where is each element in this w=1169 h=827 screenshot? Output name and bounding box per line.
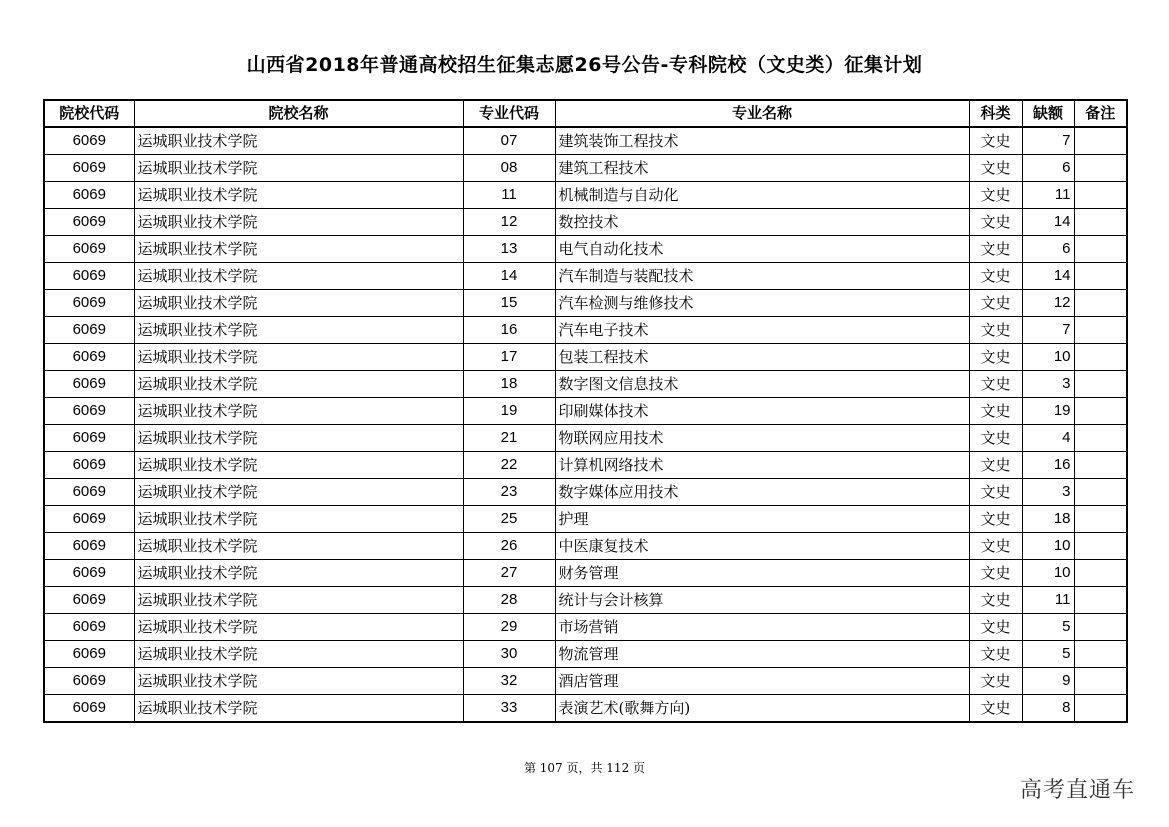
cell-major-name: 数字媒体应用技术 bbox=[555, 479, 969, 506]
cell-note bbox=[1074, 479, 1127, 506]
cell-school-name: 运城职业技术学院 bbox=[134, 479, 463, 506]
cell-school-code: 6069 bbox=[44, 371, 134, 398]
enrollment-plan-table bbox=[43, 99, 1128, 723]
cell-school-code: 6069 bbox=[44, 452, 134, 479]
cell-school-name: 运城职业技术学院 bbox=[134, 641, 463, 668]
table-row bbox=[44, 236, 1127, 263]
table-row bbox=[44, 560, 1127, 587]
table-row bbox=[44, 641, 1127, 668]
cell-vacancy: 11 bbox=[1022, 587, 1074, 614]
cell-category: 文史 bbox=[969, 425, 1022, 452]
cell-vacancy: 16 bbox=[1022, 452, 1074, 479]
cell-school-name: 运城职业技术学院 bbox=[134, 452, 463, 479]
cell-major-name: 护理 bbox=[555, 506, 969, 533]
cell-major-code: 29 bbox=[463, 614, 555, 641]
cell-school-name: 运城职业技术学院 bbox=[134, 263, 463, 290]
cell-major-code: 11 bbox=[463, 182, 555, 209]
cell-vacancy: 19 bbox=[1022, 398, 1074, 425]
cell-major-code: 12 bbox=[463, 209, 555, 236]
table-row bbox=[44, 452, 1127, 479]
cell-school-name: 运城职业技术学院 bbox=[134, 236, 463, 263]
cell-school-code: 6069 bbox=[44, 425, 134, 452]
cell-school-code: 6069 bbox=[44, 641, 134, 668]
cell-school-name: 运城职业技术学院 bbox=[134, 155, 463, 182]
cell-note bbox=[1074, 533, 1127, 560]
table-row bbox=[44, 182, 1127, 209]
watermark-logo: 高考直通车 bbox=[1020, 778, 1136, 803]
cell-school-code: 6069 bbox=[44, 587, 134, 614]
cell-major-code: 33 bbox=[463, 695, 555, 723]
cell-major-code: 07 bbox=[463, 127, 555, 155]
cell-category: 文史 bbox=[969, 127, 1022, 155]
cell-vacancy: 5 bbox=[1022, 614, 1074, 641]
cell-vacancy: 11 bbox=[1022, 182, 1074, 209]
cell-vacancy: 18 bbox=[1022, 506, 1074, 533]
cell-note bbox=[1074, 371, 1127, 398]
cell-school-code: 6069 bbox=[44, 155, 134, 182]
cell-school-name: 运城职业技术学院 bbox=[134, 290, 463, 317]
cell-category: 文史 bbox=[969, 398, 1022, 425]
cell-note bbox=[1074, 127, 1127, 155]
cell-major-code: 14 bbox=[463, 263, 555, 290]
cell-major-code: 27 bbox=[463, 560, 555, 587]
cell-vacancy: 14 bbox=[1022, 263, 1074, 290]
table-row bbox=[44, 344, 1127, 371]
table-row bbox=[44, 155, 1127, 182]
cell-vacancy: 9 bbox=[1022, 668, 1074, 695]
table-row bbox=[44, 371, 1127, 398]
cell-school-name: 运城职业技术学院 bbox=[134, 506, 463, 533]
cell-note bbox=[1074, 398, 1127, 425]
cell-major-name: 汽车检测与维修技术 bbox=[555, 290, 969, 317]
cell-school-name: 运城职业技术学院 bbox=[134, 533, 463, 560]
cell-category: 文史 bbox=[969, 587, 1022, 614]
cell-major-name: 中医康复技术 bbox=[555, 533, 969, 560]
cell-major-code: 30 bbox=[463, 641, 555, 668]
cell-major-code: 21 bbox=[463, 425, 555, 452]
cell-school-code: 6069 bbox=[44, 560, 134, 587]
table-row bbox=[44, 479, 1127, 506]
cell-major-name: 电气自动化技术 bbox=[555, 236, 969, 263]
cell-note bbox=[1074, 668, 1127, 695]
cell-school-name: 运城职业技术学院 bbox=[134, 182, 463, 209]
table-row bbox=[44, 209, 1127, 236]
cell-major-name: 数字图文信息技术 bbox=[555, 371, 969, 398]
cell-school-name: 运城职业技术学院 bbox=[134, 317, 463, 344]
cell-category: 文史 bbox=[969, 479, 1022, 506]
cell-note bbox=[1074, 290, 1127, 317]
header-vacancy: 缺额 bbox=[1022, 100, 1074, 127]
cell-vacancy: 5 bbox=[1022, 641, 1074, 668]
cell-major-code: 18 bbox=[463, 371, 555, 398]
cell-note bbox=[1074, 425, 1127, 452]
cell-category: 文史 bbox=[969, 533, 1022, 560]
cell-major-name: 建筑装饰工程技术 bbox=[555, 127, 969, 155]
cell-note bbox=[1074, 236, 1127, 263]
cell-major-name: 汽车制造与装配技术 bbox=[555, 263, 969, 290]
cell-note bbox=[1074, 317, 1127, 344]
cell-major-name: 统计与会计核算 bbox=[555, 587, 969, 614]
cell-vacancy: 6 bbox=[1022, 236, 1074, 263]
cell-school-code: 6069 bbox=[44, 695, 134, 723]
cell-category: 文史 bbox=[969, 155, 1022, 182]
cell-school-code: 6069 bbox=[44, 398, 134, 425]
header-category: 科类 bbox=[969, 100, 1022, 127]
cell-major-code: 26 bbox=[463, 533, 555, 560]
cell-school-name: 运城职业技术学院 bbox=[134, 695, 463, 723]
cell-vacancy: 10 bbox=[1022, 560, 1074, 587]
cell-vacancy: 8 bbox=[1022, 695, 1074, 723]
page-title: 山西省2018年普通高校招生征集志愿26号公告-专科院校（文史类）征集计划 bbox=[246, 54, 923, 76]
cell-note bbox=[1074, 614, 1127, 641]
cell-school-name: 运城职业技术学院 bbox=[134, 560, 463, 587]
cell-category: 文史 bbox=[969, 668, 1022, 695]
cell-note bbox=[1074, 209, 1127, 236]
table-row bbox=[44, 587, 1127, 614]
cell-note bbox=[1074, 587, 1127, 614]
cell-major-code: 16 bbox=[463, 317, 555, 344]
cell-major-name: 汽车电子技术 bbox=[555, 317, 969, 344]
cell-vacancy: 6 bbox=[1022, 155, 1074, 182]
cell-vacancy: 10 bbox=[1022, 533, 1074, 560]
table-row bbox=[44, 127, 1127, 155]
cell-major-code: 17 bbox=[463, 344, 555, 371]
cell-vacancy: 7 bbox=[1022, 127, 1074, 155]
cell-major-name: 印刷媒体技术 bbox=[555, 398, 969, 425]
cell-category: 文史 bbox=[969, 182, 1022, 209]
cell-major-name: 物联网应用技术 bbox=[555, 425, 969, 452]
cell-vacancy: 14 bbox=[1022, 209, 1074, 236]
cell-major-name: 物流管理 bbox=[555, 641, 969, 668]
cell-major-code: 22 bbox=[463, 452, 555, 479]
cell-vacancy: 12 bbox=[1022, 290, 1074, 317]
cell-major-name: 包装工程技术 bbox=[555, 344, 969, 371]
cell-school-code: 6069 bbox=[44, 317, 134, 344]
cell-category: 文史 bbox=[969, 614, 1022, 641]
cell-school-code: 6069 bbox=[44, 479, 134, 506]
cell-note bbox=[1074, 344, 1127, 371]
cell-note bbox=[1074, 155, 1127, 182]
cell-major-code: 08 bbox=[463, 155, 555, 182]
table-row bbox=[44, 695, 1127, 723]
cell-school-code: 6069 bbox=[44, 533, 134, 560]
cell-school-name: 运城职业技术学院 bbox=[134, 398, 463, 425]
cell-school-name: 运城职业技术学院 bbox=[134, 127, 463, 155]
cell-major-name: 数控技术 bbox=[555, 209, 969, 236]
cell-category: 文史 bbox=[969, 641, 1022, 668]
table-row bbox=[44, 506, 1127, 533]
table-header-row bbox=[44, 100, 1127, 127]
cell-category: 文史 bbox=[969, 290, 1022, 317]
table-row bbox=[44, 290, 1127, 317]
cell-category: 文史 bbox=[969, 452, 1022, 479]
cell-note bbox=[1074, 182, 1127, 209]
cell-school-code: 6069 bbox=[44, 614, 134, 641]
cell-major-name: 财务管理 bbox=[555, 560, 969, 587]
cell-school-code: 6069 bbox=[44, 290, 134, 317]
table-body bbox=[44, 127, 1127, 722]
cell-major-code: 15 bbox=[463, 290, 555, 317]
cell-major-code: 25 bbox=[463, 506, 555, 533]
cell-vacancy: 10 bbox=[1022, 344, 1074, 371]
cell-major-code: 32 bbox=[463, 668, 555, 695]
cell-major-name: 计算机网络技术 bbox=[555, 452, 969, 479]
cell-school-name: 运城职业技术学院 bbox=[134, 614, 463, 641]
cell-vacancy: 3 bbox=[1022, 479, 1074, 506]
cell-note bbox=[1074, 452, 1127, 479]
cell-note bbox=[1074, 641, 1127, 668]
table-row bbox=[44, 668, 1127, 695]
cell-major-code: 13 bbox=[463, 236, 555, 263]
cell-major-name: 市场营销 bbox=[555, 614, 969, 641]
table-row bbox=[44, 263, 1127, 290]
cell-vacancy: 3 bbox=[1022, 371, 1074, 398]
cell-note bbox=[1074, 560, 1127, 587]
table-row bbox=[44, 533, 1127, 560]
cell-note bbox=[1074, 695, 1127, 723]
cell-school-code: 6069 bbox=[44, 668, 134, 695]
table-row bbox=[44, 398, 1127, 425]
header-note: 备注 bbox=[1074, 100, 1127, 127]
header-school-code: 院校代码 bbox=[44, 100, 134, 127]
cell-school-code: 6069 bbox=[44, 182, 134, 209]
header-school-name: 院校名称 bbox=[134, 100, 463, 127]
cell-vacancy: 7 bbox=[1022, 317, 1074, 344]
cell-major-name: 机械制造与自动化 bbox=[555, 182, 969, 209]
cell-category: 文史 bbox=[969, 317, 1022, 344]
cell-school-name: 运城职业技术学院 bbox=[134, 209, 463, 236]
page-number: 第 107 页，共 112 页 bbox=[523, 761, 646, 775]
table-row bbox=[44, 425, 1127, 452]
cell-school-name: 运城职业技术学院 bbox=[134, 344, 463, 371]
cell-category: 文史 bbox=[969, 506, 1022, 533]
table-row bbox=[44, 317, 1127, 344]
cell-school-name: 运城职业技术学院 bbox=[134, 587, 463, 614]
cell-school-code: 6069 bbox=[44, 506, 134, 533]
cell-school-name: 运城职业技术学院 bbox=[134, 425, 463, 452]
cell-major-code: 23 bbox=[463, 479, 555, 506]
cell-category: 文史 bbox=[969, 209, 1022, 236]
cell-vacancy: 4 bbox=[1022, 425, 1074, 452]
cell-category: 文史 bbox=[969, 263, 1022, 290]
cell-school-code: 6069 bbox=[44, 236, 134, 263]
cell-major-name: 酒店管理 bbox=[555, 668, 969, 695]
cell-note bbox=[1074, 506, 1127, 533]
cell-category: 文史 bbox=[969, 560, 1022, 587]
cell-major-name: 建筑工程技术 bbox=[555, 155, 969, 182]
cell-major-name: 表演艺术(歌舞方向) bbox=[555, 695, 969, 723]
cell-school-code: 6069 bbox=[44, 344, 134, 371]
cell-school-code: 6069 bbox=[44, 209, 134, 236]
cell-major-code: 19 bbox=[463, 398, 555, 425]
cell-note bbox=[1074, 263, 1127, 290]
table-row bbox=[44, 614, 1127, 641]
cell-category: 文史 bbox=[969, 236, 1022, 263]
cell-school-name: 运城职业技术学院 bbox=[134, 668, 463, 695]
cell-major-code: 28 bbox=[463, 587, 555, 614]
header-major-name: 专业名称 bbox=[555, 100, 969, 127]
header-major-code: 专业代码 bbox=[463, 100, 555, 127]
cell-school-code: 6069 bbox=[44, 263, 134, 290]
cell-school-name: 运城职业技术学院 bbox=[134, 371, 463, 398]
cell-school-code: 6069 bbox=[44, 127, 134, 155]
cell-category: 文史 bbox=[969, 695, 1022, 723]
cell-category: 文史 bbox=[969, 344, 1022, 371]
cell-category: 文史 bbox=[969, 371, 1022, 398]
